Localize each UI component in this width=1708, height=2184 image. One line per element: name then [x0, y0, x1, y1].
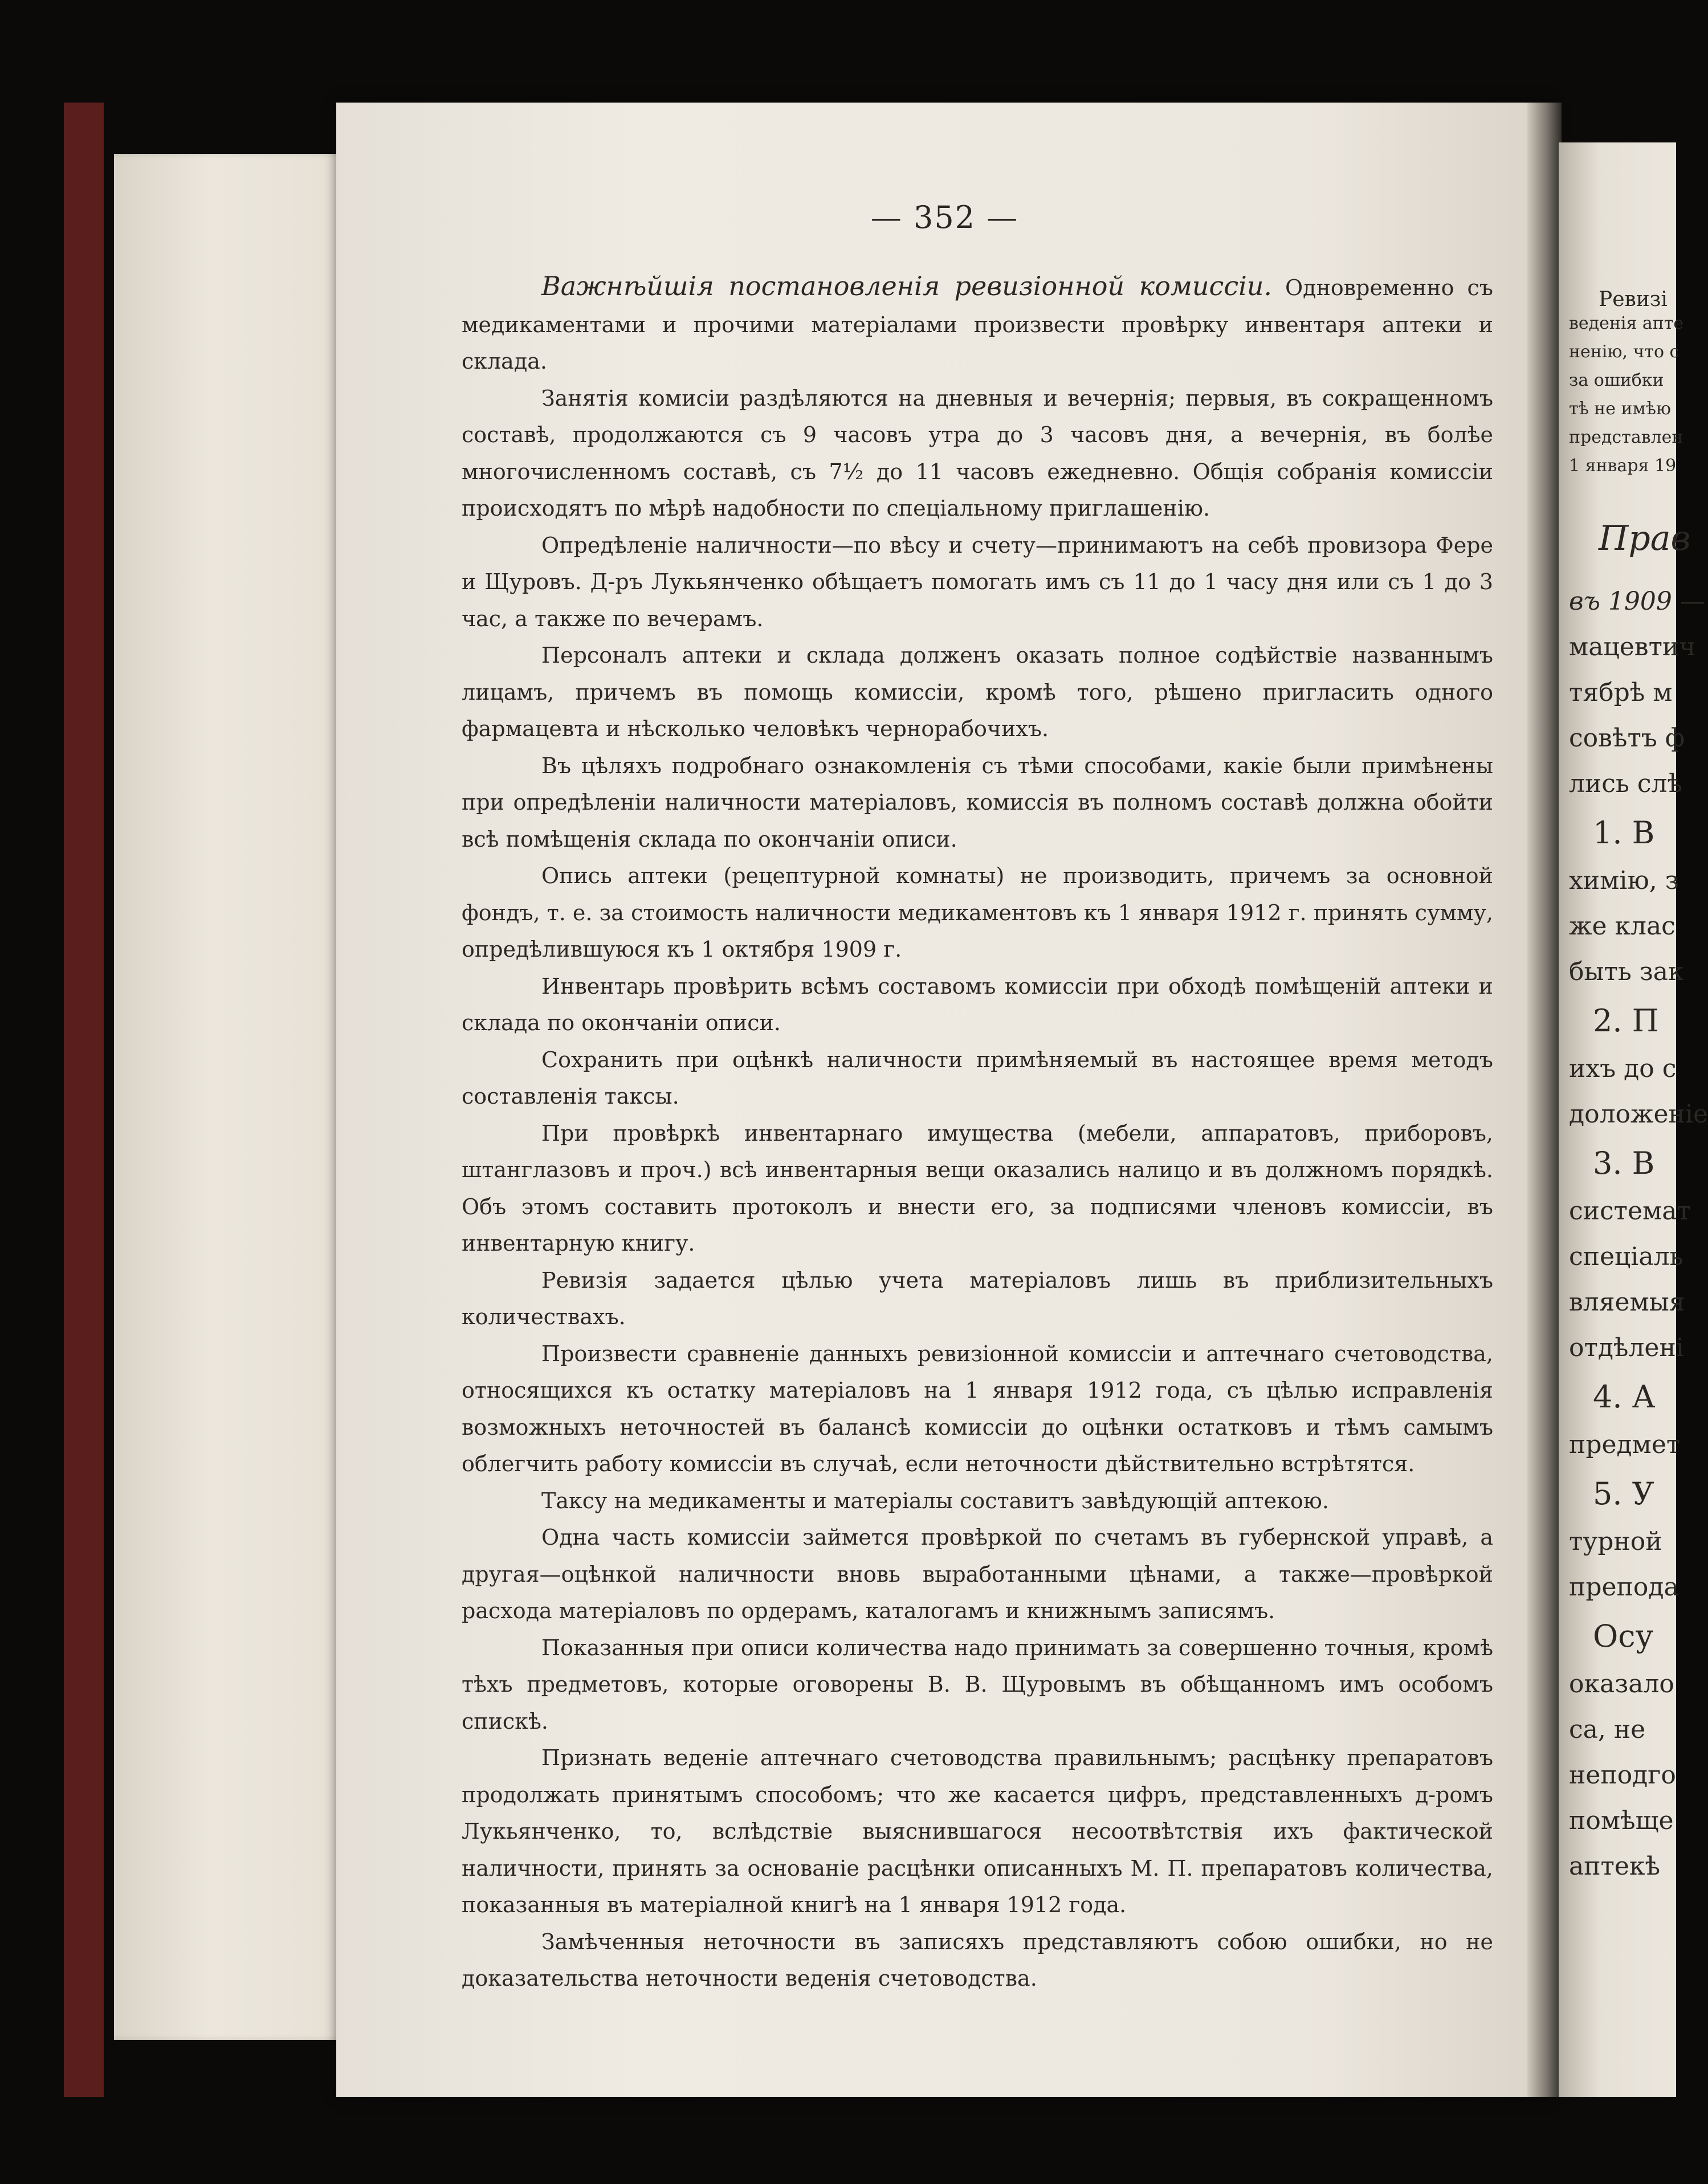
- facing-line: Прав: [1599, 519, 1691, 558]
- facing-line: 4. А: [1593, 1379, 1656, 1415]
- paragraph-staff-assistance: Персоналъ аптеки и склада долженъ оказать полное содѣйствіе названнымъ лицамъ, причемъ въ помощь комиссіи, кромѣ того, рѣшено пригласить одного фармацевта и нѣсколько человѣкъ чернорабочихъ.: [462, 643, 1493, 741]
- facing-line: 2. П: [1593, 1003, 1659, 1039]
- book-gutter: [1527, 103, 1562, 2097]
- paragraph-work-split: Одна часть комиссіи займется провѣркой по счетамъ въ губернской управѣ, а другая—оцѣнкой наличности вновь выработанными цѣнами, а также—провѣркой расхода матеріаловъ по ордерамъ, каталогамъ и книжнымъ записямъ.: [462, 1525, 1493, 1623]
- facing-line: Осу: [1593, 1618, 1654, 1654]
- paragraph-pharmacy-fund: Опись аптеки (рецептурной комнаты) не производить, причемъ за основной фондъ, т. е. за стоимость наличности медикаментовъ къ 1 января 1912 г. принять сумму, опредѣлившуюся къ 1 октября 1909 г.: [462, 863, 1493, 962]
- facing-line: химію, з: [1569, 866, 1679, 895]
- facing-line: 1 января 19: [1569, 456, 1677, 476]
- facing-line: веденія апте: [1569, 313, 1684, 333]
- paragraph-quantities: Показанныя при описи количества надо принимать за совершенно точныя, кромѣ тѣхъ предметовъ, которые оговорены В. В. Щуровымъ въ обѣщанномъ имъ особомъ спискѣ.: [462, 1635, 1493, 1734]
- facing-line: 5. У: [1593, 1476, 1654, 1512]
- facing-line: за ошибки: [1569, 370, 1664, 390]
- facing-line: неподго: [1569, 1761, 1676, 1790]
- page-block-edge: [114, 154, 353, 2040]
- lead-paragraph: [462, 268, 1493, 380]
- paragraph-errors-note: Замѣченныя неточности въ записяхъ представляютъ собою ошибки, но не доказательства неточности веденія счетоводства.: [462, 1929, 1493, 1991]
- facing-page-fragment: [1559, 142, 1708, 2097]
- facing-line: отдѣлені: [1569, 1333, 1684, 1362]
- facing-line: ненію, что с: [1569, 342, 1680, 362]
- paragraph-inventory-counting: Опредѣленіе наличности—по вѣсу и счету—принимаютъ на себѣ провизора Фере и Щуровъ. Д-ръ Лукьянченко обѣщаетъ помогать имъ съ 11 до 1 часу дня или съ 1 до 3 час, а также по вечерамъ.: [462, 532, 1493, 631]
- book-page: [336, 103, 1553, 2097]
- paragraph-schedule: Занятія комисіи раздѣляются на дневныя и вечернія; первыя, въ сокращенномъ составѣ, продолжаются съ 9 часовъ утра до 3 часовъ дня, а вечернія, въ болѣе многочисленномъ составѣ, съ 7½ до 11 часовъ ежедневно. Общія собранія комиссіи происходятъ по мѣрѣ надобности по спеціальному приглашенію.: [462, 385, 1493, 521]
- paragraph-pricing-method: Сохранить при оцѣнкѣ наличности примѣняемый въ настоящее время методъ составленія таксы.: [462, 1047, 1493, 1109]
- facing-line: аптекѣ: [1569, 1852, 1660, 1881]
- facing-line: тябрѣ м: [1569, 678, 1673, 707]
- facing-line: помѣще: [1569, 1806, 1674, 1835]
- facing-line: са, не: [1569, 1715, 1646, 1744]
- facing-line: ихъ до с: [1569, 1054, 1677, 1083]
- facing-line: въ 1909 —: [1569, 587, 1705, 616]
- facing-line: тѣ не имѣю: [1569, 399, 1672, 419]
- page-number: — 352 —: [870, 199, 1019, 235]
- facing-line: турной: [1569, 1527, 1662, 1556]
- facing-line: вляемыя: [1569, 1288, 1685, 1317]
- facing-line: же клас: [1569, 912, 1676, 941]
- facing-line: препода: [1569, 1573, 1679, 1602]
- paragraph-accounting-conclusion: Признать веденіе аптечнаго счетоводства правильнымъ; расцѣнку препаратовъ продолжать принятымъ способомъ; что же касается цифръ, представленныхъ д-ромъ Лукьянченко, то, вслѣдствіе выяснившагося несоотвѣтствія ихъ фактической наличности, принять за основаніе расцѣнки описанныхъ М. П. препаратовъ количества, показанныя въ матеріалной книгѣ на 1 января 1912 года.: [462, 1745, 1493, 1917]
- paragraph-equipment-result: При провѣркѣ инвентарнаго имущества (мебели, аппаратовъ, приборовъ, штанглазовъ и проч.) всѣ инвентарныя вещи оказались налицо и въ должномъ порядкѣ. Объ этомъ составить протоколъ и внести его, за подписями членовъ комиссіи, въ инвентарную книгу.: [462, 1120, 1493, 1256]
- lead-paragraph-text: Одновременно съ медикаментами и прочими матеріалами произвести провѣрку инвентаря аптеки и склада.: [462, 275, 1493, 374]
- paragraph-warehouse-inspection: Въ цѣляхъ подробнаго ознакомленія съ тѣми способами, какіе были примѣнены при опредѣленіи наличности матеріаловъ, комиссія въ полномъ составѣ должна обойти всѣ помѣщенія склада по окончаніи описи.: [462, 753, 1493, 852]
- facing-line: лись слѣ: [1569, 769, 1682, 798]
- section-heading: Важнѣйшія постановленія ревизіонной комиссіи.: [541, 271, 1273, 301]
- book-cover-edge: [64, 103, 104, 2097]
- facing-line: доложеніе: [1569, 1100, 1708, 1129]
- paragraph-balance-comparison: Произвести сравненіе данныхъ ревизіонной комиссіи и аптечнаго счетоводства, относящихся къ остатку матеріаловъ на 1 января 1912 года, съ цѣлью исправленія возможныхъ неточностей въ балансѣ комиссіи до оцѣнки остатковъ и тѣмъ самымъ облегчить работу комиссіи въ случаѣ, если неточности дѣйствительно встрѣтятся.: [462, 1341, 1493, 1476]
- facing-line: мацевтич: [1569, 632, 1696, 662]
- paragraph-equipment-check: Инвентарь провѣрить всѣмъ составомъ комиссіи при обходѣ помѣщеній аптеки и склада по окончаніи описи.: [462, 973, 1493, 1035]
- facing-line: совѣтъ ф: [1569, 724, 1685, 753]
- facing-line: спеціаль: [1569, 1242, 1683, 1271]
- facing-line: оказало: [1569, 1669, 1674, 1699]
- facing-line: системат: [1569, 1197, 1691, 1226]
- facing-line: 1. В: [1593, 815, 1655, 851]
- facing-line: предмет: [1569, 1430, 1681, 1459]
- paragraph-price-list: Таксу на медикаменты и матеріалы составитъ завѣдующій аптекою.: [541, 1488, 1329, 1513]
- facing-line: быть зак: [1569, 957, 1684, 986]
- page-body: [462, 268, 1493, 1997]
- facing-line: представлен: [1569, 427, 1683, 447]
- facing-line: 3. В: [1593, 1145, 1655, 1181]
- paragraph-audit-goal: Ревизія задается цѣлью учета матеріаловъ лишь въ приблизительныхъ количествахъ.: [462, 1267, 1493, 1329]
- facing-line: Ревизі: [1599, 288, 1668, 311]
